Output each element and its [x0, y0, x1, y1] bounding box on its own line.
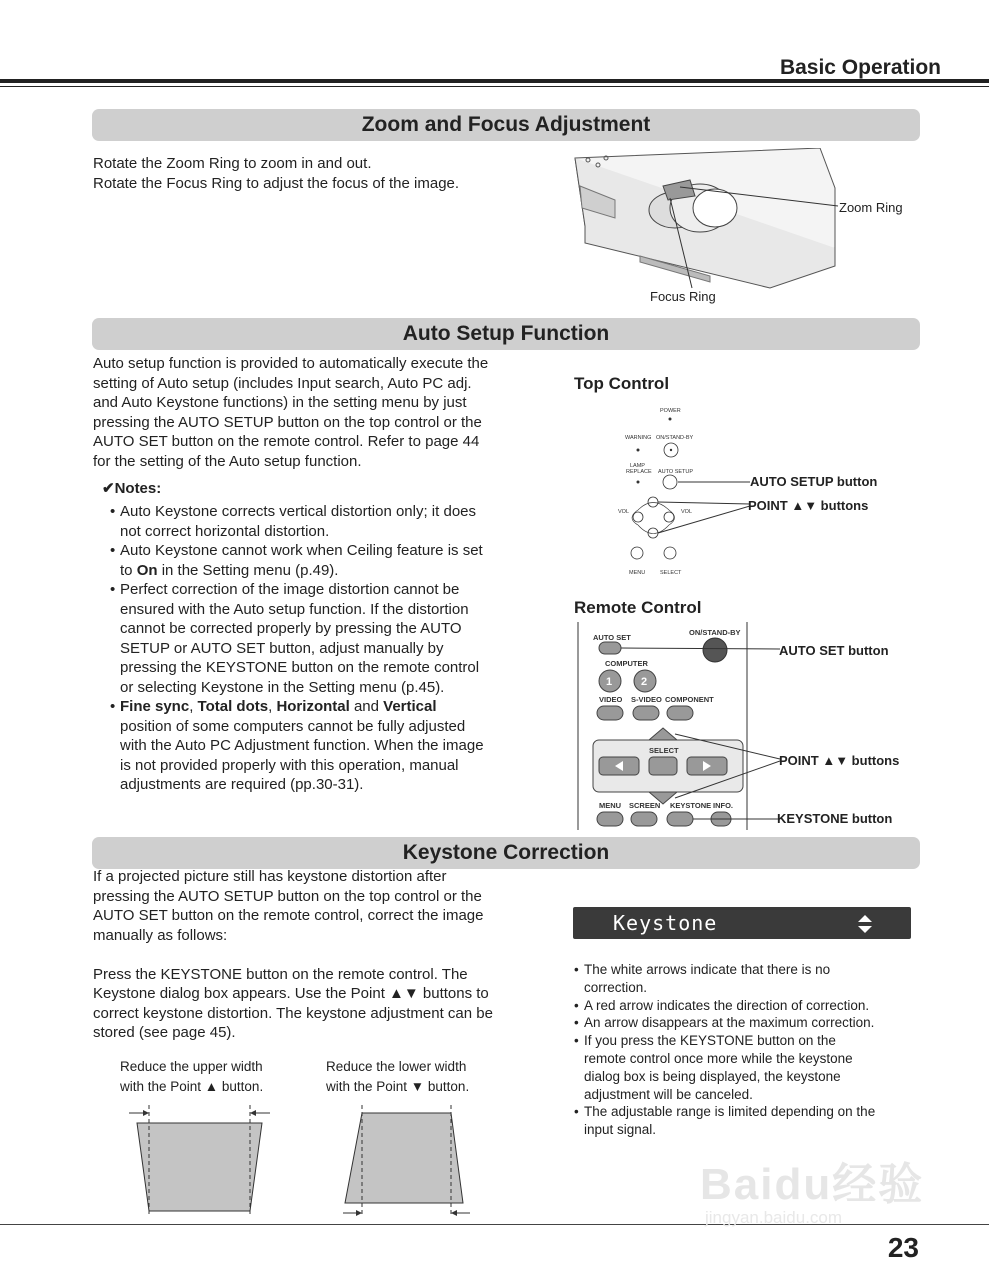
auto-set-button-callout: AUTO SET button — [779, 643, 889, 658]
video-label: VIDEO — [599, 695, 623, 704]
notes-title: ✔Notes: — [102, 480, 162, 497]
keystone-note — [574, 961, 914, 997]
note-item — [110, 541, 540, 580]
auto-setup-heading: Auto Setup Function — [92, 318, 920, 350]
menu-label: MENU — [629, 570, 646, 576]
on-standby-label: ON/STAND-BY — [656, 435, 694, 441]
spacer — [93, 945, 493, 965]
page-number: 23 — [887, 1232, 919, 1263]
caption-line: with the Point ▲ button. — [120, 1078, 264, 1094]
note-line: or selecting Keystone in the Setting menu (p.45). — [120, 678, 445, 696]
note-item — [110, 697, 540, 795]
keystone-line: stored (see page 45). — [93, 1024, 236, 1041]
zoom-focus-heading: Zoom and Focus Adjustment — [92, 109, 920, 141]
keystone-line: AUTO SET button on the remote control, correct the image — [93, 907, 484, 924]
top-control-panel — [600, 400, 750, 580]
keystone-line: correct keystone distortion. The keystone adjustment can be — [93, 1004, 493, 1022]
auto-set-label: AUTO SET — [593, 633, 631, 642]
screen-label: SCREEN — [629, 801, 661, 810]
remote-point-buttons-callout: POINT ▲▼ buttons — [779, 753, 900, 768]
section-title: Basic Operation — [779, 56, 941, 79]
note-line: SETUP or AUTO SET button, adjust manually by — [120, 639, 444, 657]
note-item — [110, 502, 540, 541]
component-label: COMPONENT — [665, 695, 714, 704]
s-video-label: S-VIDEO — [631, 695, 662, 704]
note-line: remote control once more while the keystone — [584, 1050, 853, 1066]
note-line: adjustment will be canceled. — [584, 1086, 753, 1102]
watermark-logo: Baidu经验 — [700, 1160, 925, 1209]
auto-setup-line: pressing the AUTO SETUP button on the top control or the — [93, 413, 482, 431]
vol-plus-label: VOL — [681, 509, 693, 515]
info-label: INFO. — [713, 801, 733, 810]
button-1-label: 1 — [606, 676, 613, 688]
keystone-line: If a projected picture still has keystone distortion after — [93, 868, 447, 885]
keystone-note — [574, 1032, 914, 1103]
keystone-heading: Keystone Correction — [92, 837, 920, 869]
top-control-heading: Top Control — [574, 374, 670, 393]
keystone-description — [93, 867, 493, 1043]
remote-control-heading: Remote Control — [574, 598, 702, 617]
remote-menu-label: MENU — [599, 801, 622, 810]
auto-setup-button-callout: AUTO SETUP button — [750, 474, 878, 489]
keystone-notes — [574, 961, 914, 1139]
keystone-dialog-label: Keystone — [613, 911, 718, 935]
note-line: cannot be corrected properly by pressing the AUTO — [120, 620, 462, 637]
auto-setup-label: AUTO SETUP — [658, 469, 694, 475]
computer-label: COMPUTER — [605, 659, 648, 668]
zoom-ring-callout: Zoom Ring — [839, 200, 903, 215]
note-line: Fine sync, Total dots, Horizontal and Vertical — [120, 698, 437, 715]
note-line: Auto Keystone cannot work when Ceiling feature is set — [120, 542, 483, 559]
note-item — [110, 580, 540, 697]
header-rule-thin — [0, 86, 989, 87]
warning-label: WARNING — [625, 435, 652, 441]
note-line: pressing the KEYSTONE button on the remote control — [120, 659, 480, 676]
note-line: A red arrow indicates the direction of correction. — [584, 997, 870, 1013]
zoom-line: Rotate the Zoom Ring to zoom in and out. — [93, 155, 372, 172]
top-point-buttons-callout: POINT ▲▼ buttons — [748, 498, 869, 513]
note-line: Auto Keystone corrects vertical distortion only; it does — [120, 503, 477, 520]
auto-setup-line: setting of Auto setup (includes Input search, Auto PC adj. — [93, 374, 472, 392]
note-line: input signal. — [584, 1122, 657, 1138]
note-line: The white arrows indicate that there is no — [584, 962, 831, 977]
note-line: to On in the Setting menu (p.49). — [120, 561, 339, 579]
note-line: with the Auto PC Adjustment function. When the image — [120, 737, 484, 754]
lamp-label: LAMP — [630, 463, 645, 469]
auto-setup-line: AUTO SET button on the remote control. Refer to page 44 — [93, 433, 480, 450]
caption-line: Reduce the upper width — [120, 1059, 263, 1074]
projector-lens-illustration — [560, 148, 920, 308]
note-line: position of some computers cannot be fully adjusted — [120, 717, 466, 735]
auto-setup-line: for the setting of the Auto setup function. — [93, 452, 362, 470]
remote-on-standby-label: ON/STAND-BY — [689, 628, 741, 637]
keystone-line: Keystone dialog box appears. Use the Point ▲▼ buttons to — [93, 985, 489, 1002]
lower-width-caption — [326, 1057, 469, 1096]
note-line: not correct horizontal distortion. — [120, 522, 330, 540]
auto-setup-line: and Auto Keystone functions) in the setting menu by just — [93, 394, 467, 411]
watermark-url: jingyan.baidu.com — [705, 1208, 843, 1227]
note-line: is not provided properly with this operation, manual — [120, 756, 459, 774]
replace-label: REPLACE — [626, 469, 652, 475]
remote-select-label: SELECT — [649, 746, 679, 755]
power-label: POWER — [660, 408, 681, 414]
upper-width-keystone-diagram — [125, 1103, 275, 1218]
note-line: The adjustable range is limited depending on the — [584, 1104, 876, 1120]
note-line: Perfect correction of the image distortion cannot be — [120, 581, 460, 598]
keystone-label: KEYSTONE — [670, 801, 712, 810]
notes-list — [110, 502, 540, 795]
keystone-line: manually as follows: — [93, 926, 228, 944]
focus-ring-callout: Focus Ring — [650, 289, 716, 304]
select-label: SELECT — [660, 570, 682, 576]
keystone-dialog — [573, 907, 911, 939]
caption-line: Reduce the lower width — [326, 1059, 467, 1074]
upper-width-caption — [120, 1057, 263, 1096]
lower-width-keystone-diagram — [335, 1103, 485, 1218]
keystone-note — [574, 1014, 914, 1032]
note-line: If you press the KEYSTONE button on the — [584, 1033, 836, 1049]
vol-minus-label: VOL — [618, 509, 630, 515]
keystone-line: Press the KEYSTONE button on the remote control. The — [93, 965, 468, 983]
remote-control-illustration — [575, 622, 780, 832]
note-line: adjustments are required (pp.30-31). — [120, 776, 364, 793]
focus-line: Rotate the Focus Ring to adjust the focus of the image. — [93, 174, 460, 192]
keystone-note — [574, 1103, 914, 1139]
keystone-line: pressing the AUTO SETUP button on the top control or the — [93, 887, 482, 905]
note-line: correction. — [584, 979, 648, 995]
button-2-label: 2 — [641, 676, 648, 688]
note-line: dialog box is being displayed, the keystone — [584, 1068, 841, 1084]
zoom-instructions — [93, 154, 459, 193]
note-line: An arrow disappears at the maximum correction. — [584, 1015, 875, 1031]
keystone-note — [574, 997, 914, 1015]
keystone-button-callout: KEYSTONE button — [777, 811, 893, 826]
auto-setup-description — [93, 354, 488, 471]
up-down-arrows-icon — [855, 914, 875, 934]
note-line: ensured with the Auto setup function. If the distortion — [120, 600, 469, 618]
auto-setup-line: Auto setup function is provided to automatically execute the — [93, 355, 489, 372]
caption-line: with the Point ▼ button. — [326, 1078, 470, 1094]
